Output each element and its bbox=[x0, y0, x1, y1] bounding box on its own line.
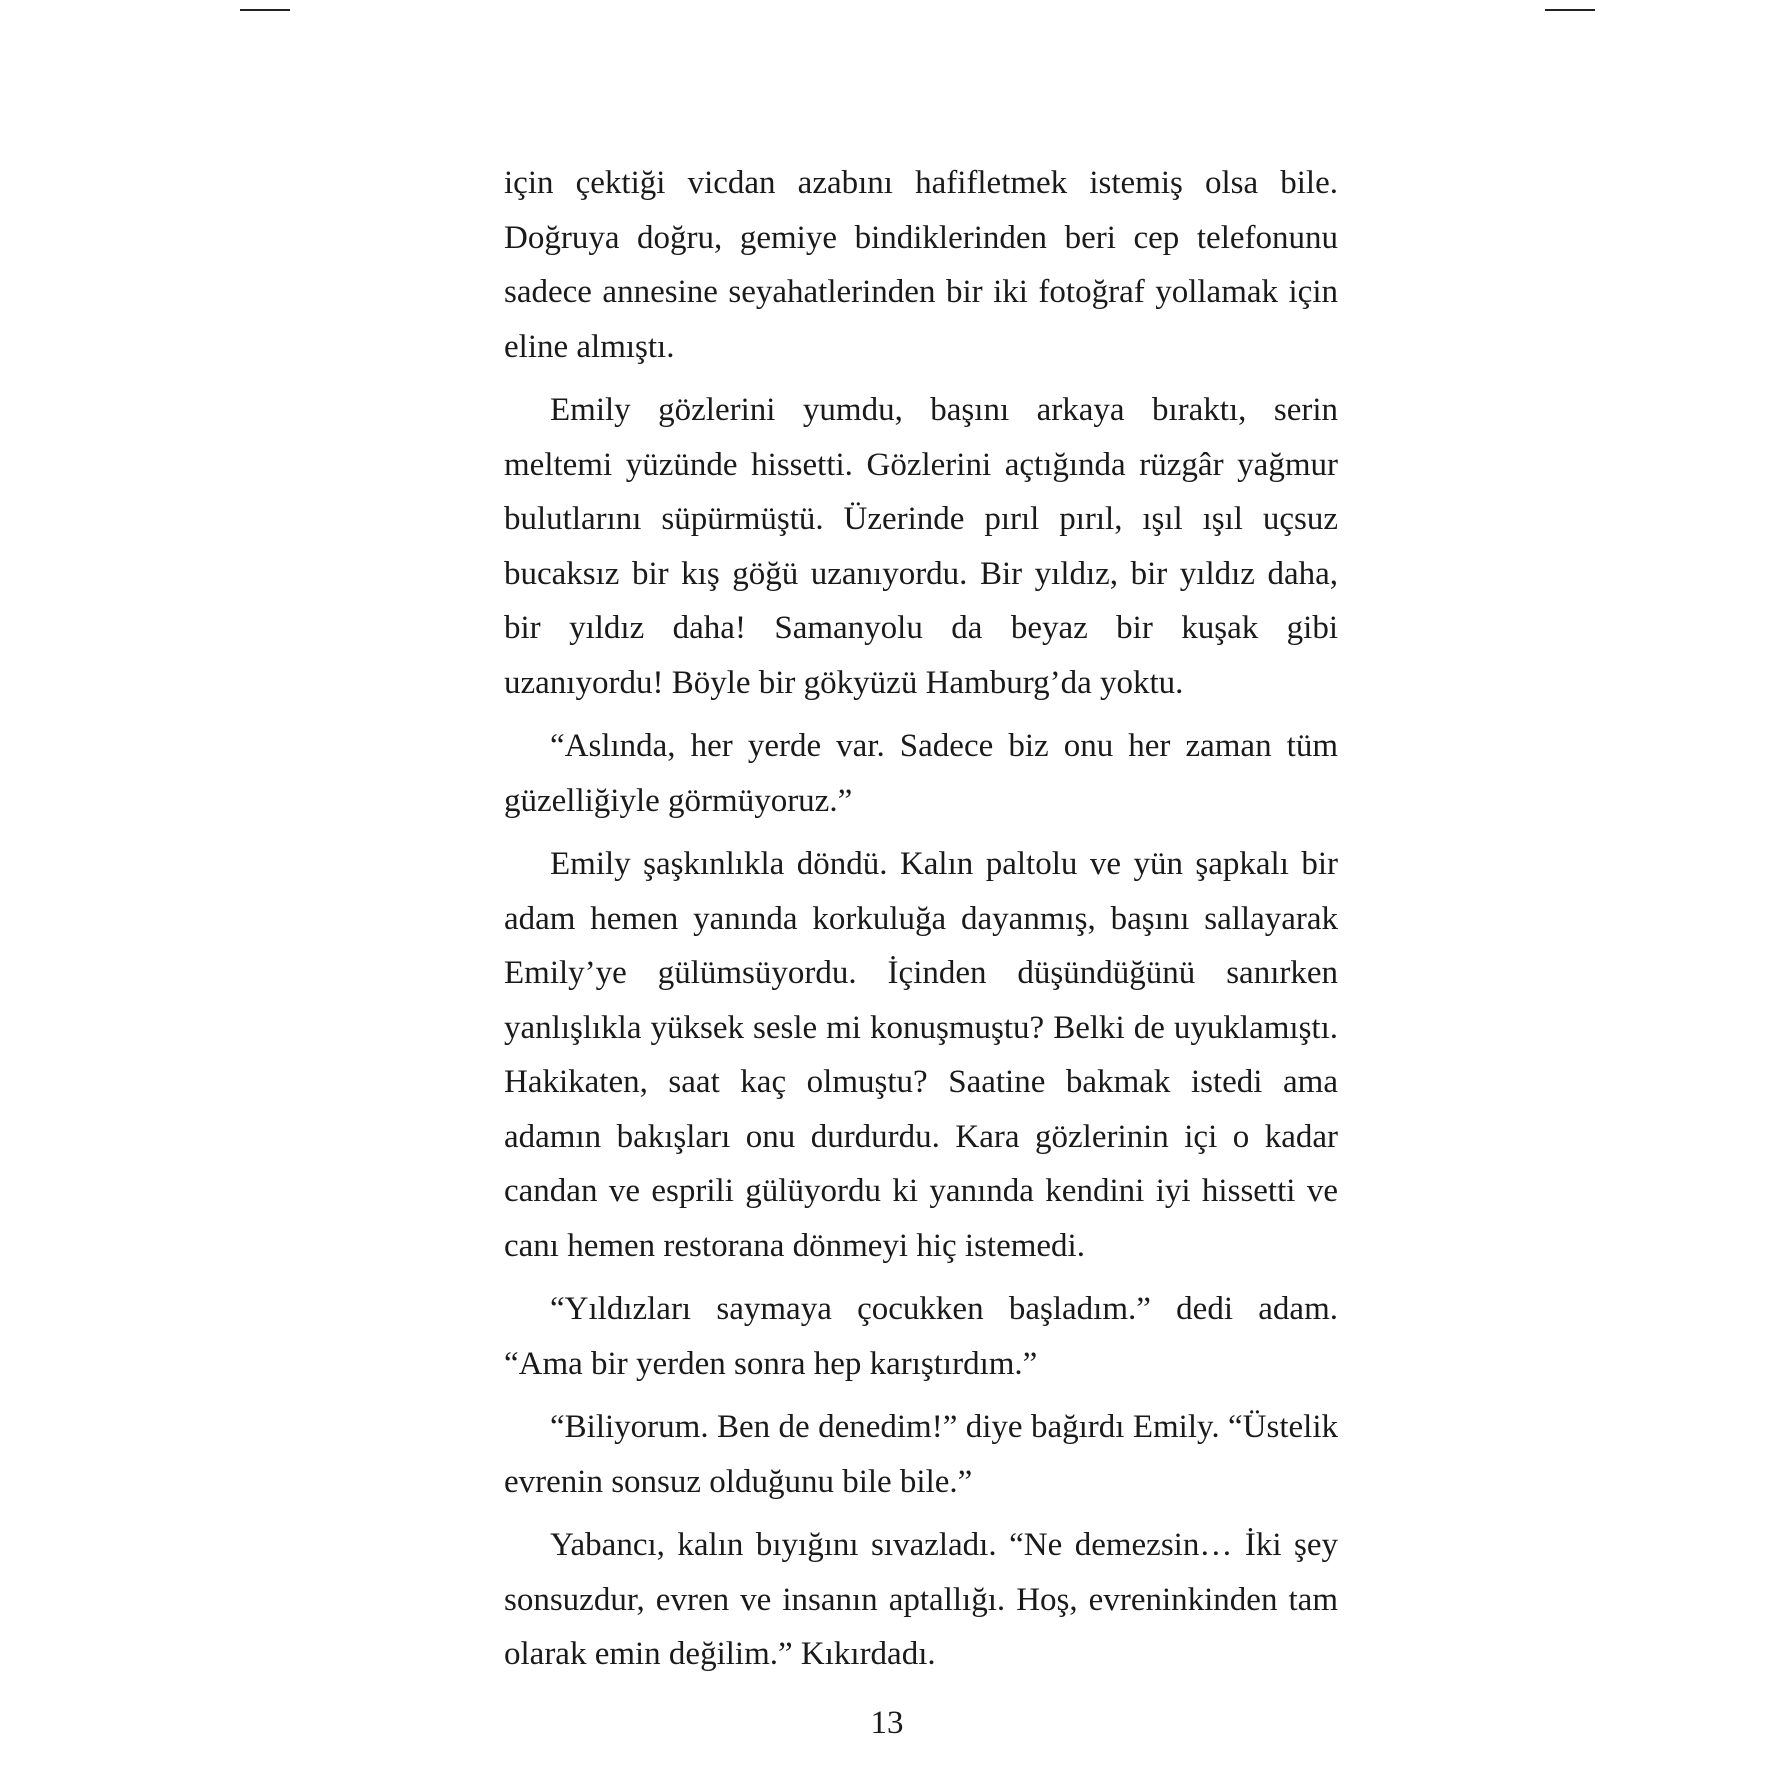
paragraph-3: “Aslında, her yerde var. Sadece biz onu her zaman tüm güzelliğiyle görmüyoruz.” bbox=[504, 728, 1338, 819]
crop-mark-left bbox=[240, 9, 290, 11]
paragraph-2: Emily gözlerini yumdu, başını arkaya bıraktı, serin meltemi yüzünde hissetti. Gözlerini açtığında rüzgâr yağmur bulutlarını süpürmüştü. Üzerinde pırıl pırıl, ışıl ışıl uçsuz bucaksız bir kış göğü uzanıyordu. Bir yıldız, bir yıldız daha, bir yıldız daha! Samanyolu da beyaz bir kuşak gibi uzanıyordu! Böyle bir gökyüzü Hamburg’da yoktu. bbox=[504, 392, 1338, 701]
page-number-text: 13 bbox=[870, 1705, 904, 1741]
crop-mark-right bbox=[1545, 9, 1595, 11]
page-number bbox=[33, 1703, 1788, 1743]
body-text bbox=[504, 156, 1338, 1691]
paragraph-6: “Biliyorum. Ben de denedim!” diye bağırdı Emily. “Üstelik evrenin sonsuz olduğunu bile bile.” bbox=[504, 1409, 1338, 1500]
paragraph-4: Emily şaşkınlıkla döndü. Kalın paltolu ve yün şapkalı bir adam hemen yanında korkuluğa dayanmış, başını sallayarak Emily’ye gülümsüyordu. İçinden düşündüğünü sanırken yanlışlıkla yüksek sesle mi konuşmuştu? Belki de uyuklamıştı. Hakikaten, saat kaç olmuştu? Saatine bakmak istedi ama adamın bakışları onu durdurdu. Kara gözlerinin içi o kadar candan ve esprili gülüyordu ki yanında kendini iyi hissetti ve canı hemen restorana dönmeyi hiç istemedi. bbox=[504, 846, 1338, 1264]
paragraph-7: Yabancı, kalın bıyığını sıvazladı. “Ne demezsin… İki şey sonsuzdur, evren ve insanın aptallığı. Hoş, evreninkinden tam olarak emin değilim.” Kıkırdadı. bbox=[504, 1527, 1338, 1672]
paragraph-5: “Yıldızları saymaya çocukken başladım.” dedi adam. “Ama bir yerden sonra hep karıştırdım.” bbox=[504, 1291, 1338, 1382]
paragraph-1: için çektiği vicdan azabını hafifletmek istemiş olsa bile. Doğruya doğru, gemiye bindiklerinden beri cep telefonunu sadece annesine seyahatlerinden bir iki fotoğraf yollamak için eline almıştı. bbox=[504, 165, 1338, 365]
